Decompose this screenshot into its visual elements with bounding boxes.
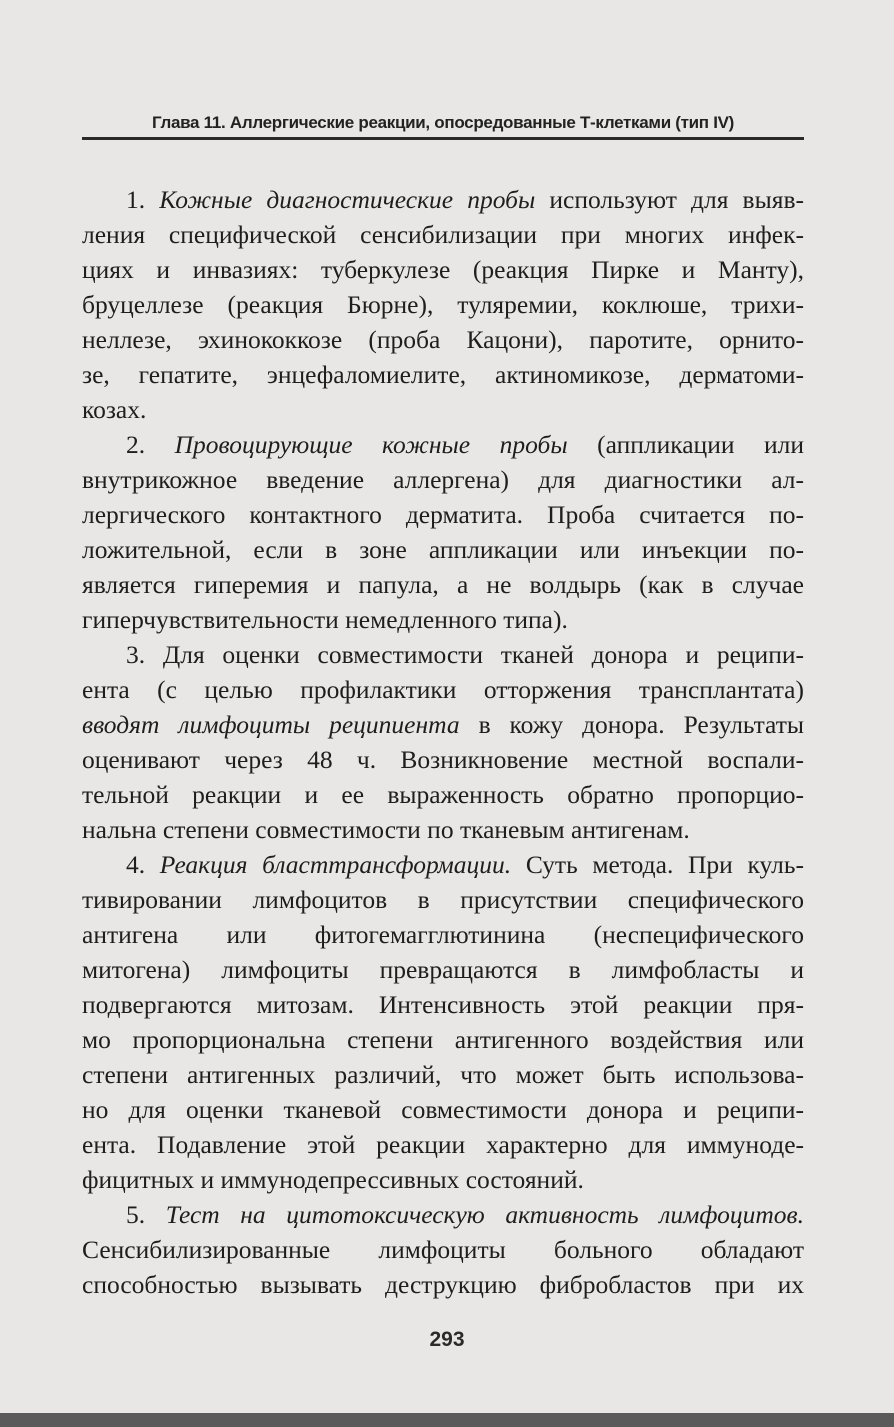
text-run: нальна степени совместимости по тканевым антигенам. <box>82 815 690 844</box>
paragraph <box>82 847 804 1197</box>
text-run: мо пропорциональна степени антигенного воздействия или <box>82 1025 804 1054</box>
text-line <box>82 1197 804 1232</box>
text-run: используют для выяв- <box>535 185 804 214</box>
text-line <box>82 882 804 917</box>
text-run: степени антигенных различий, что может быть использова- <box>82 1060 804 1089</box>
text-line <box>82 1267 804 1302</box>
text-run: Сенсибилизированные лимфоциты больного обладают <box>82 1235 804 1264</box>
text-line <box>82 1127 804 1162</box>
text-run: но для оценки тканевой совместимости донора и реципи- <box>82 1095 804 1124</box>
text-line <box>82 672 804 707</box>
text-line <box>82 392 804 427</box>
paragraph <box>82 427 804 637</box>
running-header: Глава 11. Аллергические реакции, опосредованные Т-клетками (тип IV) <box>151 113 735 132</box>
text-run: фицитных и иммунодепрессивных состояний. <box>82 1165 584 1194</box>
text-run: ложительной, если в зоне аппликации или инъекции по- <box>82 535 804 564</box>
text-run: способностью вызывать деструкцию фибробластов при их <box>82 1270 804 1299</box>
text-run: зе, гепатите, энцефаломиелите, актиномикозе, дерматоми- <box>82 360 804 389</box>
text-run: является гиперемия и папула, а не волдырь (как в случае <box>82 570 804 599</box>
paragraph <box>82 1197 804 1302</box>
text-run: тивировании лимфоцитов в присутствии специфического <box>82 885 804 914</box>
text-line <box>82 567 804 602</box>
page-number: 293 <box>429 1328 465 1351</box>
text-line <box>82 742 804 777</box>
text-run: неллезе, эхинококкозе (проба Кацони), паротите, орнито- <box>82 325 804 354</box>
text-line <box>82 182 804 217</box>
text-run: митогена) лимфоциты превращаются в лимфобласты и <box>82 955 804 984</box>
text-line <box>82 1162 804 1197</box>
text-line <box>82 917 804 952</box>
text-run: ента (с целью профилактики отторжения трансплантата) <box>82 675 804 704</box>
text-line <box>82 602 804 637</box>
header-rule <box>82 137 804 140</box>
text-run: ента. Подавление этой реакции характерно для иммуноде- <box>82 1130 804 1159</box>
italic-term: Тест на цитотоксическую активность лимфоцитов. <box>165 1200 804 1229</box>
text-run: (аппликации или <box>567 430 804 459</box>
italic-term: вводят лимфоциты реципиента <box>82 710 460 739</box>
text-run: тельной реакции и ее выраженность обратно пропорцио- <box>82 780 804 809</box>
scan-edge <box>0 1413 894 1427</box>
text-line <box>82 497 804 532</box>
italic-term: Реакция бласттрансформации. <box>159 850 512 879</box>
italic-term: Кожные диагностические пробы <box>159 185 536 214</box>
text-line <box>82 987 804 1022</box>
text-run: Суть метода. При куль- <box>511 850 804 879</box>
text-run: 2. <box>126 430 175 459</box>
text-line <box>82 952 804 987</box>
paragraph <box>82 182 804 427</box>
text-line <box>82 427 804 462</box>
text-line <box>82 707 804 742</box>
text-line <box>82 777 804 812</box>
text-run: оценивают через 48 ч. Возникновение местной воспали- <box>82 745 804 774</box>
page-body <box>82 182 804 1302</box>
text-run: гиперчувствительности немедленного типа). <box>82 605 568 634</box>
text-run: в кожу донора. Результаты <box>459 710 804 739</box>
text-line <box>82 847 804 882</box>
text-line <box>82 217 804 252</box>
text-line <box>82 637 804 672</box>
text-run: 4. <box>126 850 160 879</box>
text-run: лергического контактного дерматита. Проба считается по- <box>82 500 804 529</box>
text-run: 1. <box>126 185 160 214</box>
text-run: внутрикожное введение аллергена) для диагностики ал- <box>82 465 804 494</box>
text-run: бруцеллезе (реакция Бюрне), туляремии, коклюше, трихи- <box>82 290 804 319</box>
text-line <box>82 462 804 497</box>
text-line <box>82 532 804 567</box>
text-line <box>82 1057 804 1092</box>
text-line <box>82 1092 804 1127</box>
text-run: ления специфической сенсибилизации при многих инфек- <box>82 220 804 249</box>
text-run: подвергаются митозам. Интенсивность этой реакции пря- <box>82 990 804 1019</box>
text-line <box>82 1022 804 1057</box>
paragraph <box>82 637 804 847</box>
text-line <box>82 322 804 357</box>
text-line <box>82 357 804 392</box>
text-run: 3. Для оценки совместимости тканей донора и реципи- <box>126 640 804 669</box>
text-run: 5. <box>126 1200 166 1229</box>
text-line <box>82 812 804 847</box>
text-line <box>82 252 804 287</box>
text-run: козах. <box>82 395 147 424</box>
text-line <box>82 1232 804 1267</box>
text-run: антигена или фитогемагглютинина (неспецифического <box>82 920 804 949</box>
text-run: циях и инвазиях: туберкулезе (реакция Пирке и Манту), <box>82 255 804 284</box>
text-line <box>82 287 804 322</box>
italic-term: Провоцирующие кожные пробы <box>174 430 568 459</box>
